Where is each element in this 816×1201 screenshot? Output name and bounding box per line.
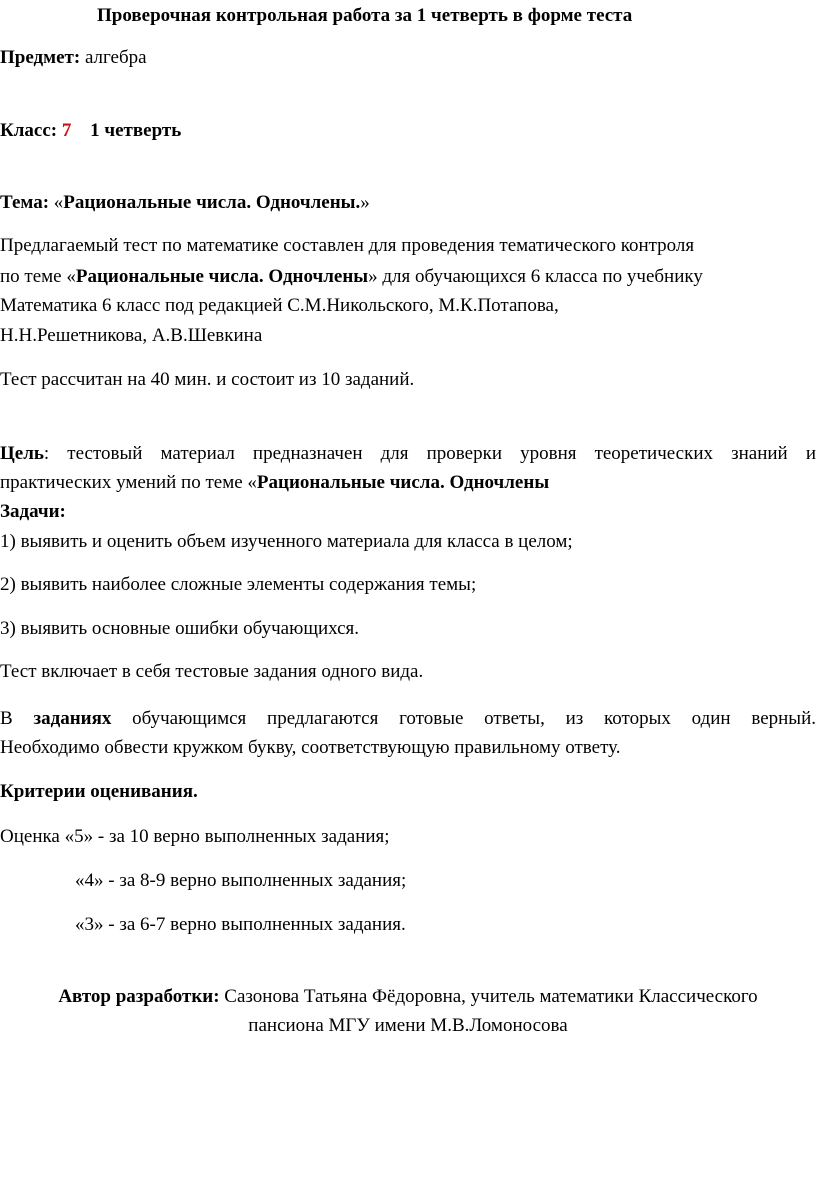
class-line xyxy=(0,117,181,145)
goal-label: Цель xyxy=(0,443,44,464)
goal-text: : тестовый материал предназначен для проверки уровня теоретических знаний и xyxy=(43,443,816,464)
topic-label: Тема: xyxy=(0,192,50,213)
intro-topic: Рациональные числа. Одночлены xyxy=(75,266,369,287)
intro-line-2 xyxy=(0,263,703,291)
grade-line: «3» - за 6-7 верно выполненных задания. xyxy=(75,914,406,935)
intro-line-1: Предлагаемый тест по математике составлен для проведения тематического контроля xyxy=(0,235,695,256)
author-name: Сазонова Татьяна Фёдоровна, учитель математики Классического xyxy=(219,986,758,1007)
intro-line-2-start: по теме « xyxy=(0,266,76,287)
author-label: Автор разработки: xyxy=(58,986,220,1007)
topic-quote-open: « xyxy=(49,192,64,213)
criteria-label: Критерии оценивания. xyxy=(0,781,198,802)
task-item: 1) выявить и оценить объем изученного материала для класса в целом; xyxy=(0,531,573,552)
instruction-line-1 xyxy=(0,705,816,733)
intro-line-2-end: » для обучающихся 6 класса по учебнику xyxy=(368,266,703,287)
task-item: 3) выявить основные ошибки обучающихся. xyxy=(0,618,359,639)
class-label: Класс: xyxy=(0,120,58,141)
single-type-line: Тест включает в себя тестовые задания одного вида. xyxy=(0,661,424,682)
topic-line xyxy=(0,189,370,217)
goal-line-1 xyxy=(0,440,816,468)
intro-line-4: Н.Н.Решетникова, А.В.Шевкина xyxy=(0,325,263,346)
subject-line xyxy=(0,44,147,72)
topic-value: Рациональные числа. Одночлены. xyxy=(63,192,361,213)
quarter-label: 1 четверть xyxy=(90,120,182,141)
instruction-end: обучающимся предлагаются готовые ответы, из которых один верный. xyxy=(111,708,816,729)
grade-line: «4» - за 8-9 верно выполненных задания; xyxy=(75,870,407,891)
goal-line-2 xyxy=(0,469,549,497)
grade-line: Оценка «5» - за 10 верно выполненных задания; xyxy=(0,826,390,847)
goal-line-2-start: практических умений по теме « xyxy=(0,472,257,493)
author-line-1 xyxy=(0,983,816,1011)
intro-line-3: Математика 6 класс под редакцией С.М.Никольского, М.К.Потапова, xyxy=(0,295,559,316)
instruction-bold: заданиях xyxy=(33,708,112,729)
subject-label: Предмет: xyxy=(0,47,81,68)
author-line-2: пансиона МГУ имени М.В.Ломоносова xyxy=(248,1015,568,1036)
duration-line: Тест рассчитан на 40 мин. и состоит из 10 заданий. xyxy=(0,369,415,390)
goal-topic: Рациональные числа. Одночлены xyxy=(256,472,550,493)
tasks-label: Задачи: xyxy=(0,501,66,522)
document-title: Проверочная контрольная работа за 1 четверть в форме теста xyxy=(97,5,633,26)
topic-quote-close: » xyxy=(360,192,370,213)
instruction-start: В xyxy=(0,708,34,729)
subject-value: алгебра xyxy=(84,47,147,68)
task-item: 2) выявить наиболее сложные элементы содержания темы; xyxy=(0,574,477,595)
instruction-line-2: Необходимо обвести кружком букву, соответствующую правильному ответу. xyxy=(0,737,621,758)
class-value: 7 xyxy=(61,120,72,141)
